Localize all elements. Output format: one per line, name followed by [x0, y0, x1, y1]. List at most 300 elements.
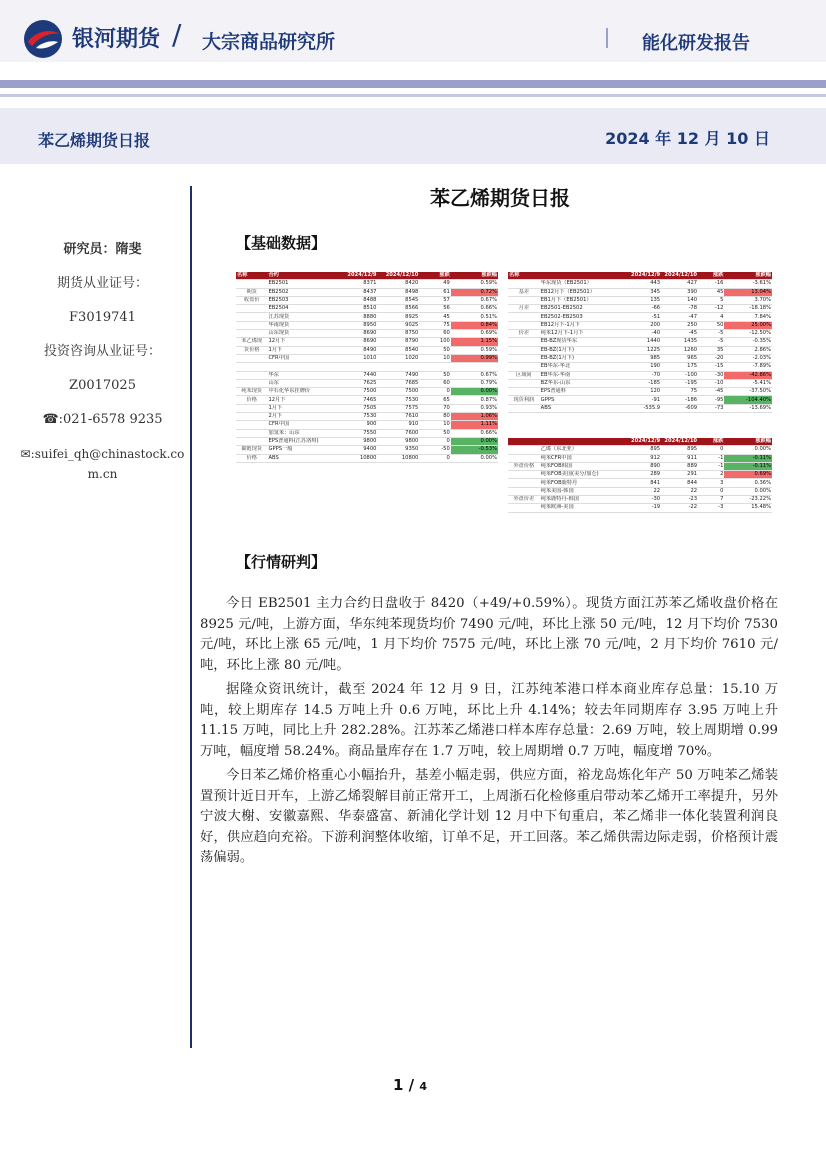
- value-cell: 5: [698, 296, 724, 304]
- value-cell: 911: [661, 454, 698, 462]
- table-row: [236, 363, 498, 371]
- value-cell: 7575: [377, 404, 419, 412]
- header-stripe-thin: [0, 94, 826, 97]
- value-cell: -5.41%: [724, 379, 772, 387]
- item-cell: EB12月下（EB2501）: [540, 288, 624, 296]
- value-cell: -12.50%: [724, 330, 772, 338]
- value-cell: -23: [661, 496, 698, 504]
- value-cell: -50: [419, 446, 450, 454]
- item-cell: EB2502-EB2503: [540, 313, 624, 321]
- header-cell: 涨跌: [698, 272, 724, 280]
- item-cell: CFR中国: [267, 421, 335, 429]
- value-cell: 22: [624, 487, 661, 495]
- table-row: [508, 446, 772, 454]
- value-cell: 0.00%: [724, 446, 772, 454]
- value-cell: -5: [698, 330, 724, 338]
- category-cell: 苯乙烯现: [236, 338, 267, 346]
- value-cell: 8566: [377, 305, 419, 313]
- value-cell: -30: [698, 371, 724, 379]
- value-cell: 345: [624, 288, 661, 296]
- category-cell: [236, 421, 267, 429]
- item-cell: GPPS: [540, 396, 624, 404]
- researcher-name: 研究员：隋斐: [63, 242, 142, 257]
- table-row: [236, 321, 498, 329]
- value-cell: -10: [698, 379, 724, 387]
- item-cell: ABS: [540, 404, 624, 412]
- table-row: [508, 305, 772, 313]
- table-header-row: [236, 272, 498, 280]
- value-cell: 443: [624, 280, 661, 288]
- paragraph-text: 据隆众资讯统计，截至 2024 年 12 月 9 日，江苏纯苯港口样本商业库存总量：15.10 万吨，较上期库存 14.5 万吨上升 0.6 万吨，环比上升 4.14%；较去年同期库存 3.95 万吨上升 11.15 万吨，同比上升 282.28%。江苏苯乙烯港口样本库存总量：2.69 万吨，较上周期增 0.99 万吨，幅度增 58.24%。商品量库存在 1.7 万吨，较上周期增 0.7 万吨，幅度增 70%。: [200, 682, 778, 759]
- header-cell: [508, 438, 540, 446]
- value-cell: 0.00%: [451, 454, 498, 462]
- license-number: F3019741: [69, 310, 136, 325]
- paragraph-text: 今日苯乙烯价格重心小幅抬升，基差小幅走弱，供应方面，裕龙岛炼化年产 50 万吨苯乙烯装置预计近日开车，上游乙烯裂解目前正常开工，上周浙石化检修重启带动苯乙烯开工率提升，另外宁波大榭、安徽嘉熙、华泰盛富、新浦化学计划 12 月中下旬重启，苯乙烯非一体化装置利润良好，供应趋向充裕。下游利润整体收缩，订单不足，开工回落。苯乙烯供需边际走弱，价格预计震荡偏弱。: [200, 768, 778, 866]
- item-cell: EB-BZ现货华东: [540, 338, 624, 346]
- category-cell: [236, 330, 267, 338]
- category-cell: [508, 338, 540, 346]
- table-row: [508, 487, 772, 495]
- item-cell: 纯苯FOB韩国: [540, 462, 624, 470]
- item-cell: EB12月下-1月下: [540, 321, 624, 329]
- table-row: [236, 413, 498, 421]
- value-cell: -7.89%: [724, 363, 772, 371]
- item-cell: 山东现货: [267, 330, 335, 338]
- item-cell: CFR中国: [267, 354, 335, 362]
- header-cell: 涨跌幅: [724, 438, 772, 446]
- value-cell: 0.84%: [451, 321, 498, 329]
- category-cell: [508, 446, 540, 454]
- value-cell: 7625: [336, 379, 378, 387]
- value-cell: 0: [419, 454, 450, 462]
- value-cell: -104.40%: [724, 396, 772, 404]
- table-row: [508, 288, 772, 296]
- table-row: [508, 313, 772, 321]
- value-cell: 56: [419, 305, 450, 313]
- value-cell: -30: [624, 496, 661, 504]
- value-cell: 0.69%: [451, 330, 498, 338]
- value-cell: -535.9: [624, 404, 661, 412]
- item-cell: 江苏现货: [267, 313, 335, 321]
- item-cell: EB2501: [267, 280, 335, 288]
- value-cell: 0.66%: [451, 429, 498, 437]
- value-cell: 75: [419, 321, 450, 329]
- table-row: [236, 404, 498, 412]
- table-row: [508, 363, 772, 371]
- value-cell: 1435: [661, 338, 698, 346]
- value-cell: 8690: [336, 338, 378, 346]
- value-cell: -37.50%: [724, 388, 772, 396]
- value-cell: -100: [661, 371, 698, 379]
- value-cell: -42.86%: [724, 371, 772, 379]
- category-cell: 纯苯现货: [236, 388, 267, 396]
- value-cell: 80: [419, 413, 450, 421]
- category-cell: [508, 471, 540, 479]
- value-cell: -0.11%: [724, 462, 772, 470]
- item-cell: 12月下: [267, 338, 335, 346]
- item-cell: EB1月下（EB2501）: [540, 296, 624, 304]
- category-cell: 外盘价差: [508, 496, 540, 504]
- value-cell: -66: [624, 305, 661, 313]
- item-cell: 纯苯CFR中国: [540, 454, 624, 462]
- table-header-row: [508, 272, 772, 280]
- value-cell: 50: [419, 429, 450, 437]
- table-row: [508, 330, 772, 338]
- value-cell: 3: [698, 479, 724, 487]
- category-cell: [508, 379, 540, 387]
- table-row: [236, 296, 498, 304]
- value-cell: 1.11%: [451, 421, 498, 429]
- value-cell: 57: [419, 296, 450, 304]
- header-divider: [606, 28, 608, 48]
- category-cell: [236, 379, 267, 387]
- value-cell: 7685: [377, 379, 419, 387]
- item-cell: EB华东-华北: [540, 363, 624, 371]
- category-cell: [236, 321, 267, 329]
- value-cell: 965: [661, 354, 698, 362]
- value-cell: 0.79%: [451, 379, 498, 387]
- value-cell: [419, 363, 450, 371]
- basic-data-tables: [236, 272, 772, 518]
- header-cell: [540, 438, 624, 446]
- company-name: 银河期货: [72, 27, 161, 52]
- page-current: 1: [393, 1076, 404, 1094]
- table-row: [236, 437, 498, 445]
- value-cell: 8371: [336, 280, 378, 288]
- value-cell: 8880: [336, 313, 378, 321]
- value-cell: -78: [661, 305, 698, 313]
- table-row: [508, 280, 772, 288]
- value-cell: 8545: [377, 296, 419, 304]
- category-cell: [236, 354, 267, 362]
- column-divider: [190, 186, 192, 1048]
- table-row: [236, 288, 498, 296]
- item-cell: EB-BZ(1月下): [540, 346, 624, 354]
- value-cell: -0.35%: [724, 338, 772, 346]
- value-cell: 0.67%: [451, 296, 498, 304]
- table-row: [236, 305, 498, 313]
- value-cell: 390: [661, 288, 698, 296]
- value-cell: 0.66%: [451, 305, 498, 313]
- value-cell: 15.48%: [724, 504, 772, 512]
- category-cell: 碳链现货: [236, 446, 267, 454]
- report-type: 能化研发报告: [642, 33, 750, 54]
- value-cell: 8950: [336, 321, 378, 329]
- value-cell: 13.04%: [724, 288, 772, 296]
- value-cell: 135: [624, 296, 661, 304]
- category-cell: [236, 429, 267, 437]
- advisor-label: 投资咨询从业证号：: [43, 344, 161, 359]
- value-cell: -95: [698, 396, 724, 404]
- category-cell: 期货: [236, 288, 267, 296]
- table-row: [236, 346, 498, 354]
- table-header-row: [508, 438, 772, 446]
- table-row: [236, 379, 498, 387]
- table-row: [508, 396, 772, 404]
- value-cell: 0.00%: [724, 487, 772, 495]
- value-cell: -16: [698, 280, 724, 288]
- value-cell: 7465: [336, 396, 378, 404]
- value-cell: 291: [661, 471, 698, 479]
- category-cell: 价差: [508, 330, 540, 338]
- category-cell: 基差: [508, 288, 540, 296]
- license-label: 期货从业证号：: [56, 276, 148, 291]
- table-left: [236, 272, 498, 463]
- paragraph-3: [200, 766, 778, 869]
- item-cell: [267, 363, 335, 371]
- value-cell: 289: [624, 471, 661, 479]
- value-cell: 8510: [336, 305, 378, 313]
- value-cell: 50: [419, 371, 450, 379]
- category-cell: [236, 305, 267, 313]
- page-number: [393, 1076, 427, 1094]
- value-cell: -609: [661, 404, 698, 412]
- value-cell: 45: [419, 313, 450, 321]
- value-cell: -51: [624, 313, 661, 321]
- header-cell: 2024/12/10: [377, 272, 419, 280]
- value-cell: 8790: [377, 338, 419, 346]
- value-cell: -0.11%: [724, 454, 772, 462]
- category-cell: 外盘价格: [508, 462, 540, 470]
- category-cell: [508, 487, 540, 495]
- table-row: [508, 371, 772, 379]
- item-cell: BZ华东-山东: [540, 379, 624, 387]
- value-cell: 35: [698, 346, 724, 354]
- header-cell: 涨跌: [698, 438, 724, 446]
- category-cell: [508, 346, 540, 354]
- header-cell: 2024/12/9: [336, 272, 378, 280]
- value-cell: -195: [661, 379, 698, 387]
- table-row: [508, 404, 772, 412]
- value-cell: -0.53%: [451, 446, 498, 454]
- value-cell: 0.93%: [451, 404, 498, 412]
- value-cell: 0.59%: [451, 346, 498, 354]
- value-cell: 75: [661, 388, 698, 396]
- category-cell: 现货利润: [508, 396, 540, 404]
- value-cell: 7.84%: [724, 313, 772, 321]
- table-row: [236, 454, 498, 462]
- item-cell: 华南现货: [267, 321, 335, 329]
- value-cell: 8690: [336, 330, 378, 338]
- category-cell: [508, 404, 540, 412]
- value-cell: 8925: [377, 313, 419, 321]
- table-row: [508, 338, 772, 346]
- value-cell: 0.00%: [451, 388, 498, 396]
- email[interactable]: ✉:suifei_qh@chinastock.com.cn: [20, 447, 185, 481]
- header-cell: 名称: [508, 272, 540, 280]
- table-row: [236, 396, 498, 404]
- value-cell: 0.67%: [451, 371, 498, 379]
- category-cell: [236, 371, 267, 379]
- value-cell: 0.51%: [451, 313, 498, 321]
- table-row: [236, 313, 498, 321]
- value-cell: 45: [698, 288, 724, 296]
- galaxy-futures-logo-icon: [22, 18, 64, 60]
- value-cell: 0: [698, 487, 724, 495]
- value-cell: 841: [624, 479, 661, 487]
- value-cell: 3.70%: [724, 296, 772, 304]
- value-cell: 0: [698, 446, 724, 454]
- value-cell: 8498: [377, 288, 419, 296]
- table-right: [508, 272, 772, 413]
- value-cell: 912: [624, 454, 661, 462]
- page-total: 4: [419, 1080, 428, 1093]
- header-cell: 涨跌: [419, 272, 450, 280]
- value-cell: 895: [624, 446, 661, 454]
- header-cell: [540, 272, 624, 280]
- value-cell: -18.18%: [724, 305, 772, 313]
- header-cell: 2024/12/10: [661, 438, 698, 446]
- header-cell: 2024/12/10: [661, 272, 698, 280]
- paragraph-text: 今日 EB2501 主力合约日盘收于 8420（+49/+0.59%）。现货方面江苏苯乙烯收盘价格在 8925 元/吨，上游方面，华东纯苯现货均价 7490 元/吨，环比上涨 50 元/吨，12 月下均价 7530 元/吨，环比上涨 65 元/吨，1 月下均价 7575 元/吨，环比上涨 70 元/吨，2 月下均价 7610 元/吨，环比上涨 80 元/吨。: [200, 596, 778, 673]
- value-cell: 7550: [336, 429, 378, 437]
- table-row: [508, 321, 772, 329]
- category-cell: 价格: [236, 396, 267, 404]
- table-row: [236, 388, 498, 396]
- table-row: [236, 421, 498, 429]
- value-cell: 7600: [377, 429, 419, 437]
- value-cell: 50: [698, 321, 724, 329]
- item-cell: EB2502: [267, 288, 335, 296]
- category-cell: [236, 413, 267, 421]
- section-market-review: 【行情研判】: [236, 553, 327, 571]
- report-title-band: 苯乙烯期货日报: [38, 131, 151, 150]
- table-row: [236, 354, 498, 362]
- value-cell: -12: [698, 305, 724, 313]
- value-cell: 1010: [336, 354, 378, 362]
- value-cell: 7500: [377, 388, 419, 396]
- item-cell: 纯苯鹿特丹-韩国: [540, 496, 624, 504]
- item-cell: ABS: [267, 454, 335, 462]
- value-cell: 140: [661, 296, 698, 304]
- category-cell: 价格: [236, 454, 267, 462]
- category-cell: [508, 296, 540, 304]
- value-cell: 7500: [336, 388, 378, 396]
- value-cell: 1440: [624, 338, 661, 346]
- value-cell: 10: [419, 354, 450, 362]
- category-cell: 收盘价: [236, 296, 267, 304]
- value-cell: -1: [698, 462, 724, 470]
- value-cell: 100: [419, 338, 450, 346]
- item-cell: 山东: [267, 379, 335, 387]
- value-cell: -45: [698, 388, 724, 396]
- item-cell: GPPS一般: [267, 446, 335, 454]
- category-cell: [508, 321, 540, 329]
- institute-name: 大宗商品研究所: [202, 31, 336, 53]
- value-cell: 0.72%: [451, 288, 498, 296]
- table-row: [236, 371, 498, 379]
- table-row: [508, 454, 772, 462]
- paragraph-2: [200, 680, 778, 762]
- value-cell: 910: [377, 421, 419, 429]
- item-cell: 华东: [267, 371, 335, 379]
- paragraph-1: [200, 594, 778, 676]
- table-row: [508, 462, 772, 470]
- item-cell: 加氢苯：山东: [267, 429, 335, 437]
- value-cell: 0.99%: [451, 354, 498, 362]
- value-cell: 427: [661, 280, 698, 288]
- item-cell: EPS普通料(江苏洛琪): [267, 437, 335, 445]
- value-cell: -23.22%: [724, 496, 772, 504]
- table-row: [236, 330, 498, 338]
- item-cell: EB2503: [267, 296, 335, 304]
- category-cell: [508, 313, 540, 321]
- value-cell: -19: [624, 504, 661, 512]
- value-cell: 8488: [336, 296, 378, 304]
- value-cell: -91: [624, 396, 661, 404]
- value-cell: 2.86%: [724, 346, 772, 354]
- value-cell: 0.00%: [451, 437, 498, 445]
- value-cell: 10: [419, 421, 450, 429]
- value-cell: 250: [661, 321, 698, 329]
- value-cell: 60: [419, 330, 450, 338]
- value-cell: 0.87%: [451, 396, 498, 404]
- value-cell: 7530: [377, 396, 419, 404]
- category-cell: [236, 313, 267, 321]
- value-cell: -5: [698, 338, 724, 346]
- value-cell: [336, 363, 378, 371]
- value-cell: 7505: [336, 404, 378, 412]
- table-row: [236, 446, 498, 454]
- table-row: [508, 346, 772, 354]
- page-header: [0, 0, 826, 62]
- value-cell: 70: [419, 404, 450, 412]
- value-cell: 22: [661, 487, 698, 495]
- value-cell: 49: [419, 280, 450, 288]
- category-cell: [508, 280, 540, 288]
- value-cell: 2: [698, 471, 724, 479]
- value-cell: 1225: [624, 346, 661, 354]
- value-cell: 7: [698, 496, 724, 504]
- category-cell: [236, 280, 267, 288]
- value-cell: 4: [698, 313, 724, 321]
- item-cell: EB-BZ(1月下): [540, 354, 624, 362]
- value-cell: 0.59%: [451, 280, 498, 288]
- value-cell: 844: [661, 479, 698, 487]
- category-cell: [236, 363, 267, 371]
- value-cell: 61: [419, 288, 450, 296]
- value-cell: 890: [624, 462, 661, 470]
- page-sep: /: [408, 1076, 415, 1094]
- item-cell: 乙烯（东北亚）: [540, 446, 624, 454]
- table-right-lower: [508, 438, 772, 513]
- value-cell: 190: [624, 363, 661, 371]
- value-cell: -70: [624, 371, 661, 379]
- value-cell: -15: [698, 363, 724, 371]
- value-cell: 9400: [336, 446, 378, 454]
- header-cell: 合约: [267, 272, 335, 280]
- value-cell: 1.06%: [451, 413, 498, 421]
- advisor-number: Z0017025: [69, 378, 136, 393]
- researcher-sidebar: [20, 240, 185, 498]
- value-cell: 120: [624, 388, 661, 396]
- value-cell: 0.36%: [724, 479, 772, 487]
- item-cell: 纯苯FOB美国(美分/加仑): [540, 471, 624, 479]
- value-cell: -185: [624, 379, 661, 387]
- item-cell: 纯苯FOB鹿特丹: [540, 479, 624, 487]
- table-row: [236, 429, 498, 437]
- value-cell: -22: [661, 504, 698, 512]
- item-cell: 1月下: [267, 346, 335, 354]
- value-cell: 7440: [336, 371, 378, 379]
- value-cell: -3: [698, 504, 724, 512]
- category-cell: [236, 404, 267, 412]
- value-cell: -45: [661, 330, 698, 338]
- value-cell: 25.00%: [724, 321, 772, 329]
- table-row: [508, 388, 772, 396]
- header-cell: 2024/12/9: [624, 438, 661, 446]
- header-slash: /: [172, 18, 182, 51]
